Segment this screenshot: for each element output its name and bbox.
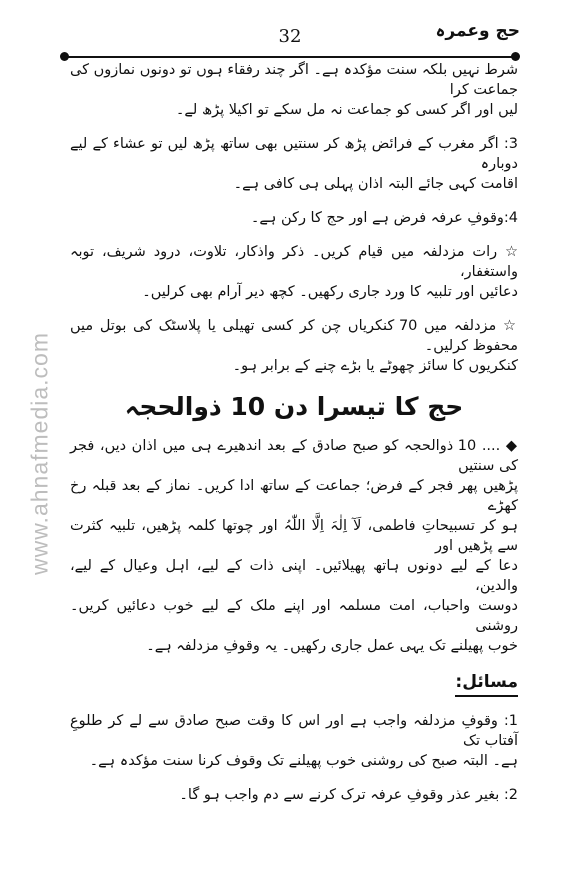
star-item-pebbles	[70, 316, 518, 376]
top-paragraph	[70, 60, 518, 120]
text-line: دعا کے لیے دونوں ہاتھ پھیلائیں۔ اپنی ذات کے لیے، اہل وعیال کے لیے، والدین،	[70, 558, 518, 594]
text-line: ہے۔ البتہ صبح کی روشنی خوب پھیلنے تک وقوف کرنا سنت مؤکدہ ہے۔	[89, 753, 518, 769]
text-line: 1: وقوفِ مزدلفہ واجب ہے اور اس کا وقت صبح صادق سے لے کر طلوعِ آفتاب تک	[70, 713, 518, 749]
text-line: کنکریوں کا سائز چھوٹے یا بڑے چنے کے برابر ہو۔	[232, 358, 518, 374]
text-line: 2: بغیر عذر وقوفِ عرفہ ترک کرنے سے دم واجب ہو گا۔	[179, 787, 518, 803]
masail-item-2	[70, 785, 518, 805]
text-line: پڑھیں پھر فجر کے فرض؛ جماعت کے ساتھ ادا کریں۔ نماز کے بعد قبلہ رخ کھڑے	[70, 478, 518, 514]
masail-item-1	[70, 711, 518, 771]
text-line: 3: اگر مغرب کے فرائض پڑھ کر سنتیں بھی ساتھ پڑھ لیں تو عشاء کے لیے دوبارہ	[70, 136, 518, 172]
text-line: دوست واحباب، امت مسلمہ اور اپنے ملک کے لیے خوب دعائیں کریں۔ روشنی	[70, 598, 518, 634]
day-three-paragraph	[70, 436, 518, 656]
page-number: 32	[278, 26, 302, 47]
text-line: دعائیں اور تلبیہ کا ورد جاری رکھیں۔ کچھ دیر آرام بھی کرلیں۔	[142, 284, 518, 300]
page-content	[70, 60, 518, 819]
point-4	[70, 208, 518, 228]
text-line: لیں اور اگر کسی کو جماعت نہ مل سکے تو اکیلا پڑھ لے۔	[175, 102, 518, 118]
watermark-url: www.ahnafmedia.com	[26, 332, 53, 575]
section-heading: حج کا تیسرا دن 10 ذوالحجہ	[124, 392, 464, 421]
header-rule	[66, 56, 514, 58]
text-line: ☆ رات مزدلفہ میں قیام کریں۔ ذکر واذکار، تلاوت، درود شریف، توبہ واستغفار،	[70, 244, 518, 280]
book-title: حج وعمرہ	[435, 21, 520, 41]
text-line: ◆ .... 10 ذوالحجہ کو صبح صادق کے بعد اندھیرے ہی میں اذان دیں، فجر کی سنتیں	[70, 438, 518, 474]
page-header	[60, 16, 520, 56]
star-item-night-stay	[70, 242, 518, 302]
masail-heading-text: مسائل:	[455, 670, 518, 697]
point-3	[70, 134, 518, 194]
text-line: خوب پھیلنے تک یہی عمل جاری رکھیں۔ یہ وقوفِ مزدلفہ ہے۔	[146, 638, 518, 654]
text-line: شرط نہیں بلکہ سنت مؤکدہ ہے۔ اگر چند رفقاء ہوں تو دونوں نمازوں کی جماعت کرا	[70, 62, 518, 98]
text-line: اقامت کہی جائے البتہ اذان پہلی ہی کافی ہے۔	[233, 176, 518, 192]
text-line: ہو کر تسبیحاتِ فاطمی، لَآ اِلٰہَ اِلَّا اللّٰہُ اور چوتھا کلمہ پڑھیں، تلبیہ کثرت سے پڑھیں اور	[70, 518, 518, 554]
text-line: 4:وقوفِ عرفہ فرض ہے اور حج کا رکن ہے۔	[250, 210, 518, 226]
masail-heading	[70, 670, 518, 697]
rule-end-dot-left	[60, 52, 69, 61]
text-line: ☆ مزدلفہ میں 70 کنکریاں چن کر کسی تھیلی یا پلاسٹک کی بوتل میں محفوظ کرلیں۔	[70, 318, 518, 354]
